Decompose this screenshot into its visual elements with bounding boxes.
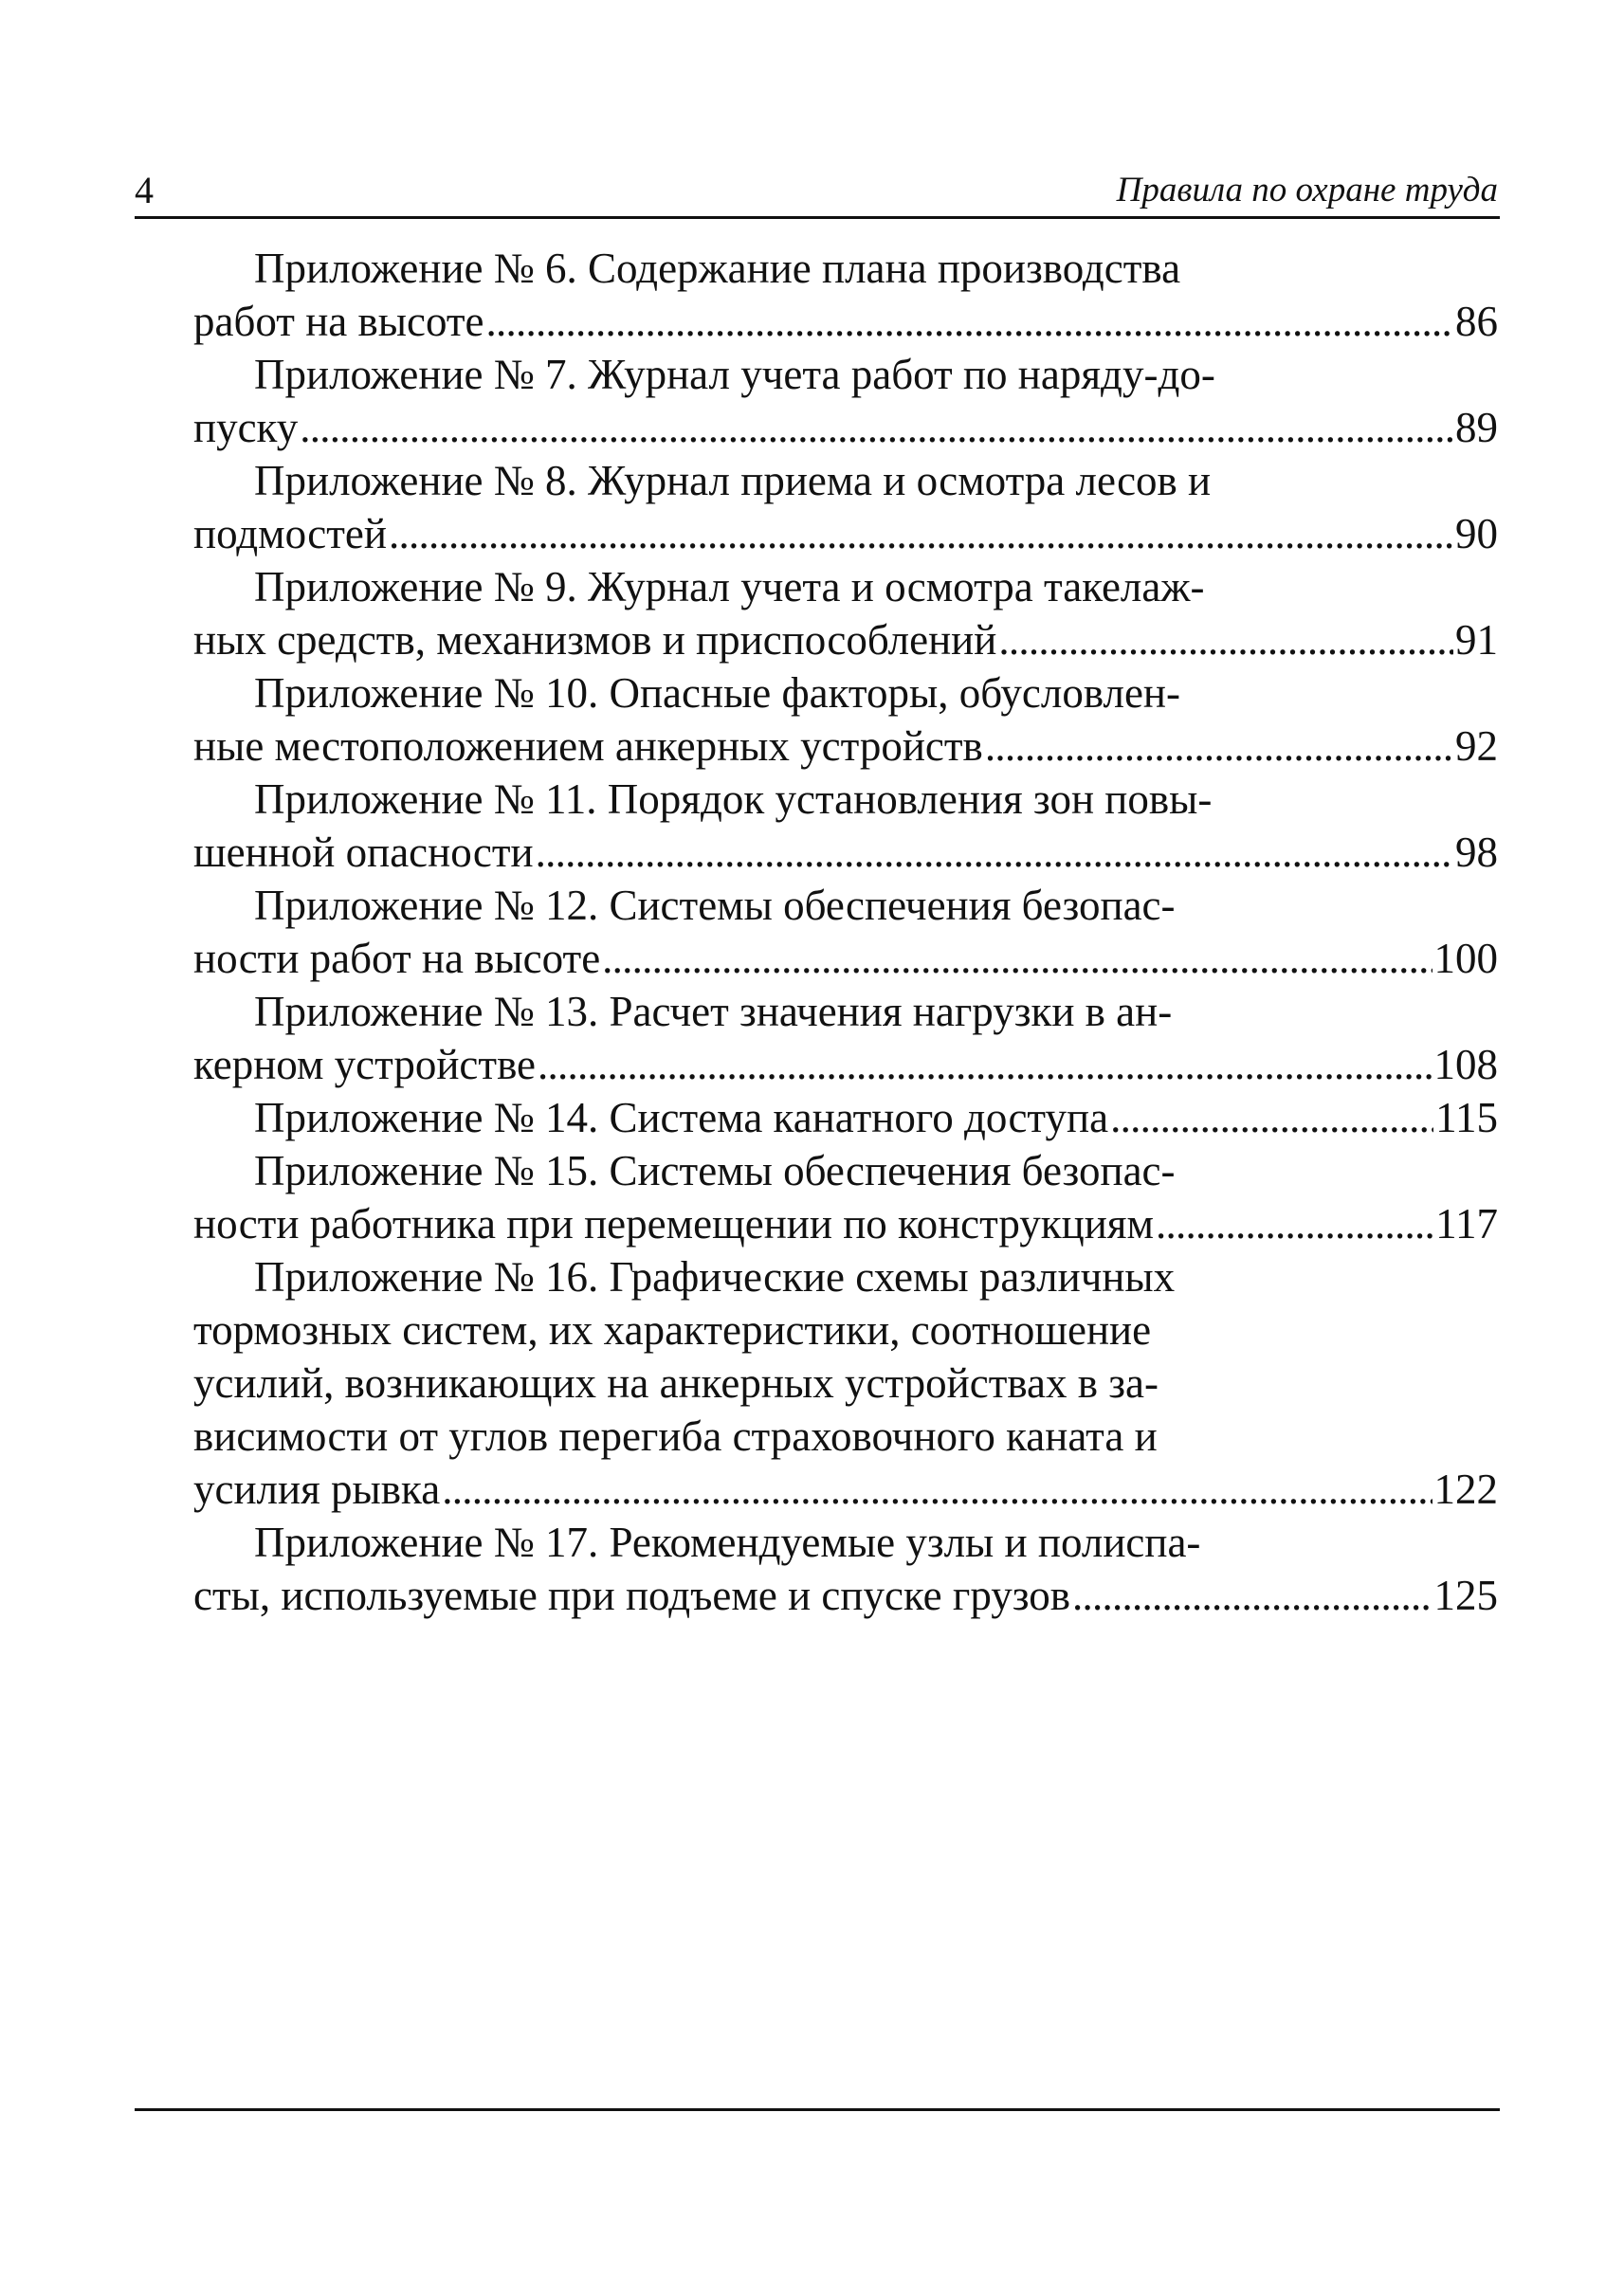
toc-entry-line: усилий, возникающих на анкерных устройствах в за- bbox=[193, 1359, 1159, 1407]
toc-page-number: 125 bbox=[1433, 1572, 1498, 1619]
toc-entry-line: Приложение № 6. Содержание плана производства bbox=[254, 245, 1181, 292]
toc-entry bbox=[193, 454, 1498, 560]
toc-entry-last-line bbox=[193, 719, 1498, 773]
toc-entry-last-line bbox=[193, 1463, 1498, 1516]
dot-leader bbox=[536, 826, 1453, 879]
toc-entry-line: Приложение № 9. Журнал учета и осмотра такелаж- bbox=[254, 563, 1205, 610]
toc-entry bbox=[193, 560, 1498, 666]
toc-entry-line: Приложение № 12. Системы обеспечения безопас- bbox=[254, 882, 1176, 929]
toc-page-number: 89 bbox=[1455, 404, 1498, 451]
toc-entry-line: усилия рывка bbox=[193, 1466, 441, 1513]
toc-page-number: 115 bbox=[1435, 1094, 1498, 1141]
toc-entry-line: ные местоположением анкерных устройств bbox=[193, 722, 983, 770]
toc-page-number: 100 bbox=[1433, 935, 1498, 982]
toc-entry bbox=[193, 666, 1498, 773]
toc-entry-last-line bbox=[193, 826, 1498, 879]
toc-page-number: 92 bbox=[1455, 722, 1498, 770]
toc-entry-last-line bbox=[193, 1197, 1498, 1250]
toc-entry-line: висимости от углов перегиба страховочного каната и bbox=[193, 1412, 1158, 1460]
dot-leader bbox=[602, 932, 1432, 985]
dot-leader bbox=[486, 295, 1454, 348]
footer-rule bbox=[135, 2108, 1500, 2111]
toc-page-number: 86 bbox=[1455, 298, 1498, 345]
toc-entry-line: ности работ на высоте bbox=[193, 935, 601, 982]
toc-entry-line: Приложение № 16. Графические схемы различных bbox=[254, 1253, 1176, 1301]
dot-leader bbox=[389, 507, 1453, 560]
toc-entry-line: сты, используемые при подъеме и спуске грузов bbox=[193, 1572, 1071, 1619]
dot-leader bbox=[998, 613, 1453, 666]
toc-entry bbox=[193, 348, 1498, 454]
running-title: Правила по охране труда bbox=[1116, 171, 1498, 209]
toc-entry bbox=[193, 985, 1498, 1091]
toc-entry-line: работ на высоте bbox=[193, 298, 484, 345]
toc-page-number: 122 bbox=[1433, 1466, 1498, 1513]
toc-entry-line: ности работника при перемещении по конструкциям bbox=[193, 1200, 1154, 1248]
toc-entry-line: Приложение № 8. Журнал приема и осмотра лесов и bbox=[254, 457, 1212, 504]
toc-entry-line: Приложение № 13. Расчет значения нагрузки в ан- bbox=[254, 988, 1173, 1035]
toc-page-number: 117 bbox=[1435, 1200, 1498, 1248]
toc-entry-last-line bbox=[193, 1038, 1498, 1091]
table-of-contents bbox=[193, 242, 1498, 1622]
toc-entry-line: подмостей bbox=[193, 510, 387, 557]
toc-entry-line: Приложение № 15. Системы обеспечения безопас- bbox=[254, 1147, 1176, 1194]
toc-page-number: 90 bbox=[1455, 510, 1498, 557]
toc-entry-last-line bbox=[193, 932, 1498, 985]
toc-entry-line: Приложение № 7. Журнал учета работ по наряду-до- bbox=[254, 351, 1215, 398]
toc-page-number: 108 bbox=[1433, 1041, 1498, 1088]
dot-leader bbox=[538, 1038, 1432, 1091]
dot-leader bbox=[442, 1463, 1432, 1516]
dot-leader bbox=[1110, 1091, 1433, 1144]
toc-entry bbox=[193, 1250, 1498, 1516]
toc-entry-line: Приложение № 17. Рекомендуемые узлы и полиспа- bbox=[254, 1519, 1201, 1566]
toc-entry-line: тормозных систем, их характеристики, соотношение bbox=[193, 1306, 1152, 1354]
toc-entry bbox=[193, 1091, 1498, 1144]
dot-leader bbox=[300, 401, 1453, 454]
toc-entry-last-line bbox=[193, 295, 1498, 348]
page-header bbox=[135, 163, 1500, 219]
toc-entry-line: керном устройстве bbox=[193, 1041, 537, 1088]
toc-entry-last-line bbox=[193, 1091, 1498, 1144]
toc-entry-line: Приложение № 14. Система канатного доступа bbox=[254, 1094, 1109, 1141]
toc-page-number: 98 bbox=[1455, 829, 1498, 876]
toc-entry-line: пуску bbox=[193, 404, 299, 451]
toc-entry-line: Приложение № 10. Опасные факторы, обусловлен- bbox=[254, 669, 1180, 717]
dot-leader bbox=[1156, 1197, 1433, 1250]
toc-entry bbox=[193, 879, 1498, 985]
toc-entry-line: ных средств, механизмов и приспособлений bbox=[193, 616, 997, 664]
toc-entry bbox=[193, 242, 1498, 348]
dot-leader bbox=[1072, 1569, 1432, 1622]
toc-entry-line: Приложение № 11. Порядок установления зон повы- bbox=[254, 775, 1213, 823]
toc-entry bbox=[193, 773, 1498, 879]
toc-entry-line: шенной опасности bbox=[193, 829, 534, 876]
toc-entry-last-line bbox=[193, 507, 1498, 560]
toc-page-number: 91 bbox=[1455, 616, 1498, 664]
toc-entry bbox=[193, 1144, 1498, 1250]
toc-entry bbox=[193, 1516, 1498, 1622]
toc-entry-last-line bbox=[193, 401, 1498, 454]
toc-entry-last-line bbox=[193, 613, 1498, 666]
toc-entry-last-line bbox=[193, 1569, 1498, 1622]
page-number: 4 bbox=[135, 169, 154, 211]
dot-leader bbox=[985, 719, 1453, 773]
